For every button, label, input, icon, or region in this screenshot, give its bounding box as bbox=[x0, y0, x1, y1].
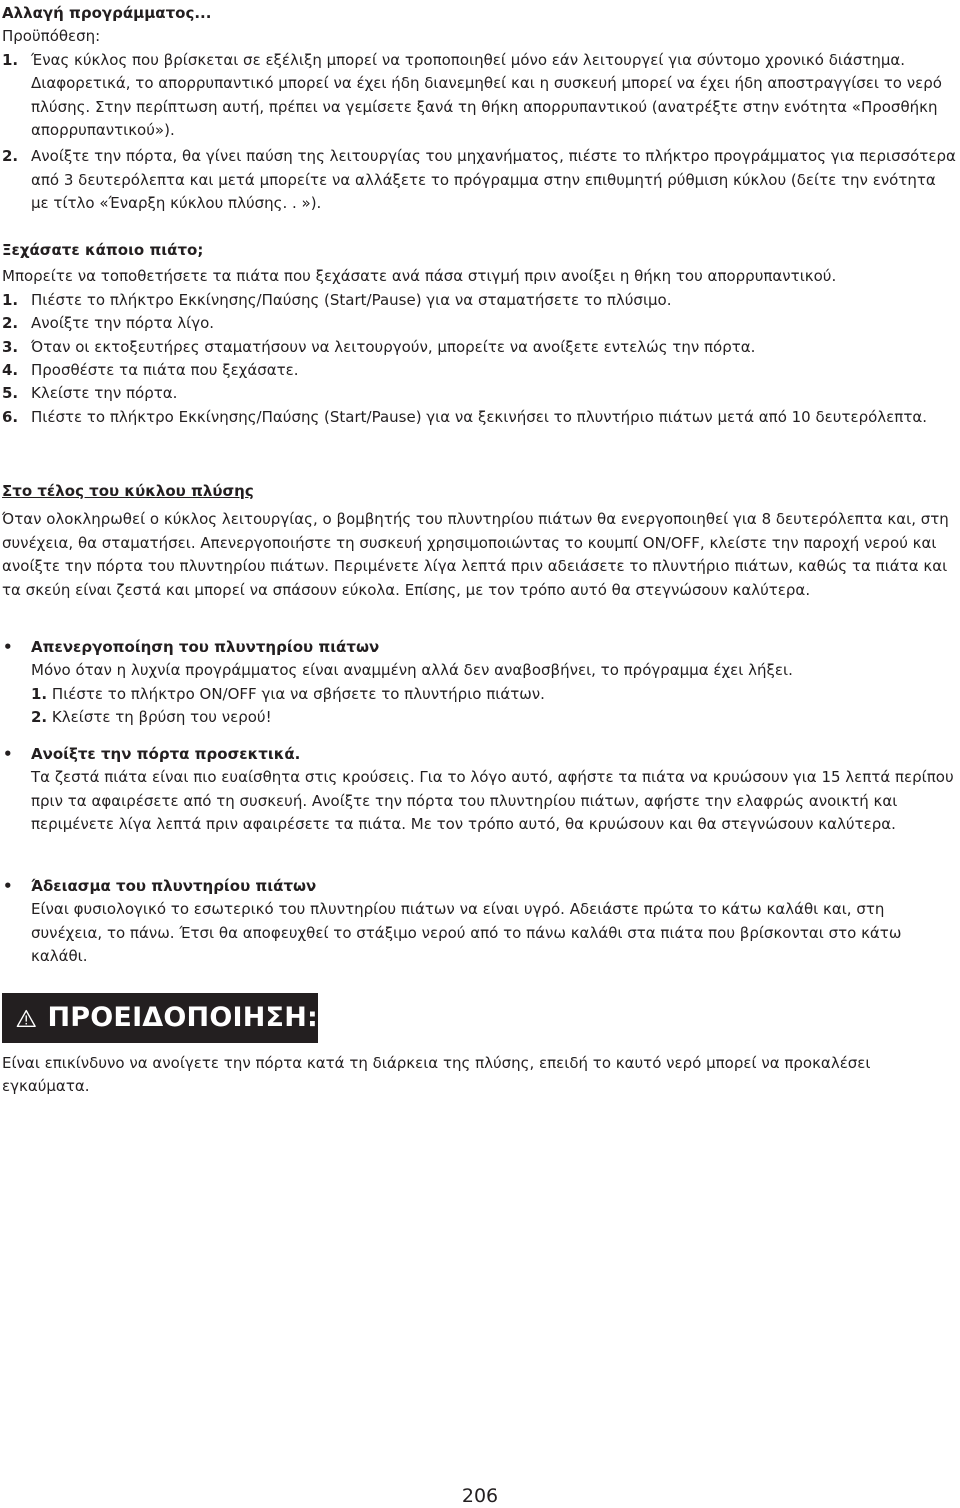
step-item bbox=[2, 382, 957, 405]
step-item bbox=[2, 406, 957, 429]
warning-title: ΠΡΟΕΙΔΟΠΟΙΗΣΗ: bbox=[47, 1002, 318, 1034]
sub-step bbox=[31, 706, 957, 729]
step-number: 2. bbox=[2, 314, 19, 333]
bullet-text: Τα ζεστά πιάτα είναι πιο ευαίσθητα στις κρούσεις. Για το λόγο αυτό, αφήστε τα πιάτα να κρυώσουν για 15 λεπτά περίπου πριν τα αφαιρέσετε από τη συσκευή. Ανοίξτε την πόρτα του πλυντηρίου πιάτων, αφήστε την ελαφρώς ανοικτή και περιμένετε λίγα λεπτά πριν αφαιρέσετε τα πιάτα. Με τον τρόπο αυτό, θα κρυώσουν και θα στεγνώσουν καλύτερα. bbox=[31, 768, 954, 834]
bullet-item bbox=[2, 636, 957, 730]
bullet-list bbox=[2, 636, 957, 730]
section-body: Όταν ολοκληρωθεί ο κύκλος λειτουργίας, ο βομβητής του πλυντηρίου πιάτων θα ενεργοποιηθεί για 8 δευτερόλεπτα και, στη συνέχεια, θα σταματήσει. Απενεργοποιήστε τη συσκευή χρησιμοποιώντας το κουμπί ON/OFF, κλείστε την παροχή νερού και ανοίξτε την πόρτα του πλυντηρίου πιάτων. Περιμένετε λίγα λεπτά πριν αδειάσετε το πλυντήριο πιάτων, καθώς τα πιάτα και τα σκεύη είναι ζεστά και μπορεί να σπάσουν εύκολα. Επίσης, με τον τρόπο αυτό θα στεγνώσουν καλύτερα. bbox=[2, 510, 949, 599]
step-number: 4. bbox=[2, 361, 19, 380]
step-text: Ένας κύκλος που βρίσκεται σε εξέλιξη μπορεί να τροποποιηθεί μόνο εάν λειτουργεί για σύντομο χρονικό διάστημα. Διαφορετικά, το απορρυπαντικό μπορεί να έχει ήδη διανεμηθεί και η συσκευή μπορεί να έχει ήδη αποστραγγίσει το νερό πλύσης. Στην περίπτωση αυτή, πρέπει να γεμίσετε ξανά τη θήκη απορρυπαντικού (ανατρέξτε στην ενότητα «Προσθήκη απορρυπαντικού»). bbox=[31, 50, 942, 140]
section-intro: Μπορείτε να τοποθετήσετε τα πιάτα που ξεχάσατε ανά πάσα στιγμή πριν ανοίξει η θήκη του απορρυπαντικού. bbox=[2, 267, 837, 286]
step-text: Πιέστε το πλήκτρο Εκκίνησης/Παύσης (Start/Pause) για να ξεκινήσει το πλυντήριο πιάτων μετά από 10 δευτερόλεπτα. bbox=[31, 407, 928, 426]
bullet-text: Μόνο όταν η λυχνία προγράμματος είναι αναμμένη αλλά δεν αναβοσβήνει, το πρόγραμμα έχει λήξει. bbox=[31, 661, 793, 680]
bullet-item bbox=[2, 875, 957, 969]
warning-text: Είναι επικίνδυνο να ανοίγετε την πόρτα κατά τη διάρκεια της πλύσης, επειδή το καυτό νερό μπορεί να προκαλέσει εγκαύματα. bbox=[2, 1054, 871, 1096]
step-number: 2. bbox=[31, 708, 48, 727]
bullet-marker: • bbox=[3, 877, 13, 895]
step-text: Προσθέστε τα πιάτα που ξεχάσατε. bbox=[31, 361, 299, 380]
prerequisite-label: Προϋπόθεση: bbox=[2, 27, 101, 46]
step-number: 3. bbox=[2, 337, 19, 356]
bullet-title: Απενεργοποίηση του πλυντηρίου πιάτων bbox=[31, 638, 380, 656]
step-number: 5. bbox=[2, 384, 19, 403]
step-text: Κλείστε τη βρύση του νερού! bbox=[51, 708, 272, 727]
warning-triangle-icon bbox=[16, 1005, 36, 1032]
section-title: Αλλαγή προγράμματος... bbox=[2, 4, 212, 22]
step-item bbox=[2, 312, 957, 335]
step-number: 6. bbox=[2, 407, 19, 426]
step-list bbox=[2, 49, 957, 216]
step-item bbox=[2, 49, 957, 143]
step-text: Κλείστε την πόρτα. bbox=[31, 384, 178, 403]
sub-step bbox=[31, 683, 957, 706]
bullet-item bbox=[2, 743, 957, 837]
page-number: 206 bbox=[461, 1485, 499, 1507]
step-item bbox=[2, 359, 957, 382]
bullet-title: Ανοίξτε την πόρτα προσεκτικά. bbox=[31, 745, 301, 763]
step-text: Ανοίξτε την πόρτα, θα γίνει παύση της λειτουργίας του μηχανήματος, πιέστε το πλήκτρο προγράμματος για περισσότερα από 3 δευτερόλεπτα και μετά μπορείτε να αλλάξετε το πρόγραμμα στην επιθυμητή ρύθμιση κύκλου (δείτε την ενότητα με τίτλο «Έναρξη κύκλου πλύσης. . »). bbox=[31, 147, 956, 213]
step-text: Όταν οι εκτοξευτήρες σταματήσουν να λειτουργούν, μπορείτε να ανοίξετε εντελώς την πόρτα. bbox=[31, 337, 756, 356]
step-number: 2. bbox=[2, 147, 19, 166]
bullet-title: Άδειασμα του πλυντηρίου πιάτων bbox=[31, 877, 317, 895]
bullet-text: Είναι φυσιολογικό το εσωτερικό του πλυντηρίου πιάτων να είναι υγρό. Αδειάστε πρώτα το κάτω καλάθι και, στη συνέχεια, το πάνω. Έτσι θα αποφευχθεί το στάξιμο νερού από το πάνω καλάθι στα πιάτα που βρίσκονται στο κάτω καλάθι. bbox=[31, 900, 902, 966]
warning-banner bbox=[2, 993, 318, 1043]
section-title: Ξεχάσατε κάποιο πιάτο; bbox=[2, 241, 204, 259]
section-forgotten-dish bbox=[2, 239, 957, 429]
step-text: Πιέστε το πλήκτρο Εκκίνησης/Παύσης (Start/Pause) για να σταματήσετε το πλύσιμο. bbox=[31, 290, 672, 309]
section-title: Στο τέλος του κύκλου πλύσης bbox=[2, 482, 254, 500]
step-item bbox=[2, 145, 957, 215]
step-text: Πιέστε το πλήκτρο ON/OFF για να σβήσετε το πλυντήριο πιάτων. bbox=[51, 684, 545, 703]
section-end-of-cycle bbox=[2, 480, 957, 602]
step-item bbox=[2, 289, 957, 312]
step-number: 1. bbox=[2, 290, 19, 309]
step-text: Ανοίξτε την πόρτα λίγο. bbox=[31, 314, 215, 333]
step-list bbox=[2, 289, 957, 429]
step-item bbox=[2, 336, 957, 359]
step-number: 1. bbox=[2, 50, 19, 69]
section-change-program bbox=[2, 2, 957, 216]
step-number: 1. bbox=[31, 684, 48, 703]
bullet-list bbox=[2, 743, 957, 837]
bullet-marker: • bbox=[3, 745, 13, 763]
bullet-list bbox=[2, 875, 957, 969]
bullet-marker: • bbox=[3, 638, 13, 656]
